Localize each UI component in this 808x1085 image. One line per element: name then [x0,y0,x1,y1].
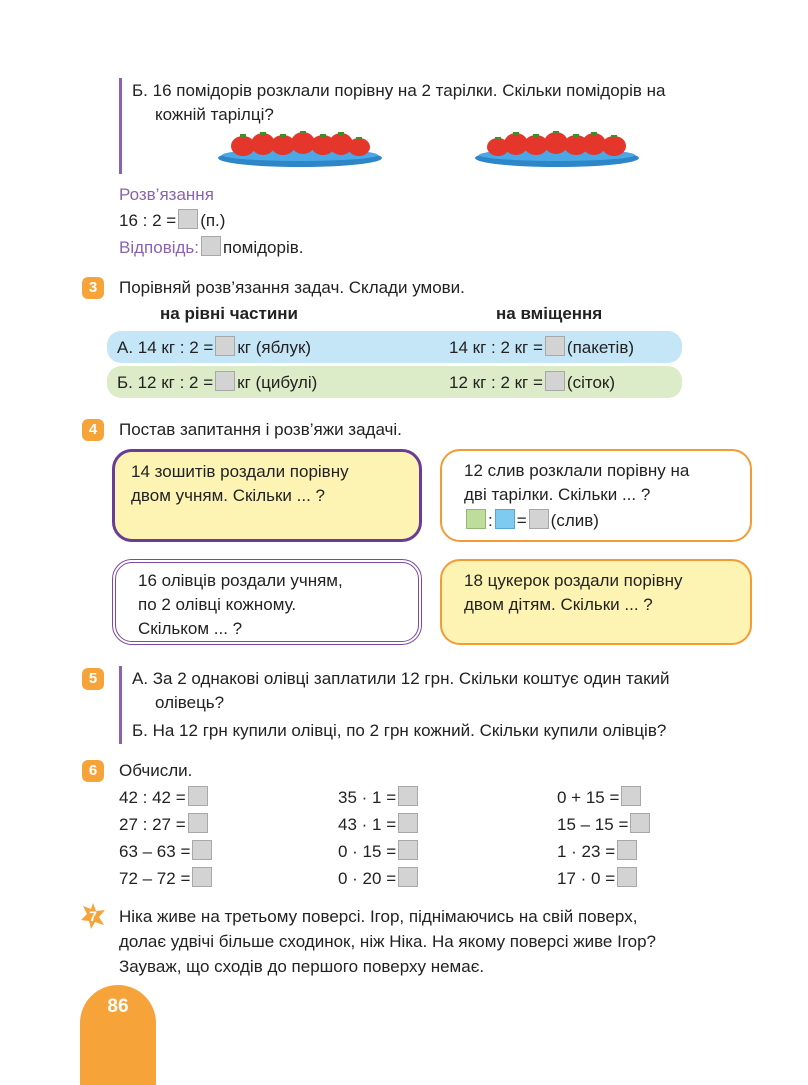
task7-line3: Зауваж, що сходів до першого поверху немає. [119,957,485,976]
expr: 43 · 1 = [338,815,397,834]
row-a-right-start: 14 кг : 2 кг = [449,338,543,357]
card2-unit: (слив) [550,511,599,530]
card3-line2: по 2 олівці кожному. [138,595,297,614]
expr: 15 – 15 = [557,815,629,834]
task4-card-4 [440,559,752,645]
task4-number-badge: 4 [82,419,104,441]
task6-number-badge: 6 [82,760,104,782]
expr-row [119,784,214,811]
card2-colon: : [488,511,493,530]
answer-box[interactable] [192,867,212,887]
task4-card-1 [112,449,422,542]
expr: 0 · 20 = [338,869,397,888]
card2-equals: = [516,511,527,530]
task5-a-line1: А. За 2 однакові олівці заплатили 12 грн. Скільки коштує один такий [132,669,670,688]
task4-card-3 [112,559,422,645]
card1-line2: двом учням. Скільки ... ? [131,486,325,505]
task2b-equation [119,208,225,233]
task6-title: Обчисли. [119,761,193,780]
task7-star-badge [79,902,107,930]
task2b-text1: 16 помідорів розклали порівну на 2 тарілки. Скільки помідорів на [152,81,666,100]
tomato-plate-left-image [215,126,385,172]
answer-label: Відповідь: [119,238,200,257]
expr: 27 : 27 = [119,815,186,834]
expr: 63 – 63 = [119,842,191,861]
card3-line3: Скільком ... ? [138,619,243,638]
answer-box[interactable] [398,867,418,887]
row-b-right-end: (сіток) [566,373,616,392]
expr: 0 · 15 = [338,842,397,861]
expr: 1 · 23 = [557,842,616,861]
answer-box[interactable] [617,840,637,860]
answer-box[interactable] [398,813,418,833]
answer-box[interactable] [188,813,208,833]
task3-head-right: на вміщення [496,304,603,323]
answer-box[interactable] [621,786,641,806]
task5-b: Б. На 12 грн купили олівці, по 2 грн кожний. Скільки купили олівців? [132,721,667,740]
task5-number-badge: 5 [82,668,104,690]
expr-row [338,811,420,838]
task2b-eq-start: 16 : 2 = [119,211,177,230]
answer-box[interactable] [495,509,515,529]
row-b-left-start: Б. 12 кг : 2 = [117,373,214,392]
expr-row [338,838,420,865]
answer-box[interactable] [398,786,418,806]
tomato-plate-right-image [472,126,642,172]
expr-row [338,865,420,892]
row-a-left-end: кг (яблук) [237,338,312,357]
answer-box[interactable] [545,336,565,356]
expr-row [119,865,214,892]
expr-row [119,838,214,865]
answer-box[interactable] [215,371,235,391]
row-b-left-end: кг (цибулі) [237,373,318,392]
task2b-answer-end: помідорів. [223,238,304,257]
row-a-right-end: (пакетів) [566,338,635,357]
expr-row [338,784,420,811]
task2b-label: Б. [132,81,148,100]
task2b-answer [119,235,304,260]
task3-row-a-left [117,335,311,360]
task5-left-bar [119,666,122,744]
answer-box[interactable] [178,209,198,229]
task2b-line2: кожній тарілці? [155,105,274,124]
answer-box[interactable] [398,840,418,860]
answer-box[interactable] [630,813,650,833]
task4-card-2 [440,449,752,542]
card4-line1: 18 цукерок роздали порівну [464,571,683,590]
expr: 17 · 0 = [557,869,616,888]
task2b-left-bar [119,78,122,174]
row-b-right-start: 12 кг : 2 кг = [449,373,543,392]
task3-row-b-right [449,370,615,395]
answer-box[interactable] [545,371,565,391]
answer-box[interactable] [192,840,212,860]
task3-number-badge: 3 [82,277,104,299]
card2-equation [464,509,734,533]
task2b-eq-end: (п.) [200,211,226,230]
card3-line1: 16 олівців роздали учням, [138,571,343,590]
answer-box[interactable] [188,786,208,806]
card2-line1: 12 слив розклали порівну на [464,461,690,480]
expr: 0 + 15 = [557,788,620,807]
task7-line1: Ніка живе на третьому поверсі. Ігор, піднімаючись на свій поверх, [119,907,638,926]
card4-line2: двом дітям. Скільки ... ? [464,595,653,614]
task6-column-3 [557,784,652,892]
task3-title: Порівняй розв’язання задач. Склади умови. [119,278,465,297]
expr-row [557,784,652,811]
task4-title: Постав запитання і розв’яжи задачі. [119,420,402,439]
answer-box[interactable] [617,867,637,887]
row-a-left-start: А. 14 кг : 2 = [117,338,214,357]
answer-box[interactable] [529,509,549,529]
answer-box[interactable] [201,236,221,256]
task2b-line1 [132,78,666,103]
expr: 42 : 42 = [119,788,186,807]
card1-line1: 14 зошитів роздали порівну [131,462,349,481]
expr-row [557,865,652,892]
task3-row-b-left [117,370,317,395]
page-number: 86 [107,996,129,1017]
answer-box[interactable] [466,509,486,529]
task6-column-1 [119,784,214,892]
answer-box[interactable] [215,336,235,356]
task5-a-line2: олівець? [155,693,225,712]
task3-row-a-right [449,335,634,360]
card2-line2: дві тарілки. Скільки ... ? [464,485,651,504]
expr-row [557,811,652,838]
task6-column-2 [338,784,420,892]
expr-row [119,811,214,838]
task3-head-left: на рівні частини [160,304,298,323]
expr: 35 · 1 = [338,788,397,807]
solution-label: Розв’язання [119,185,214,204]
expr-row [557,838,652,865]
task7-number: 7 [89,908,97,924]
task7-line2: долає удвічі більше сходинок, ніж Ніка. На якому поверсі живе Ігор? [119,932,657,951]
expr: 72 – 72 = [119,869,191,888]
